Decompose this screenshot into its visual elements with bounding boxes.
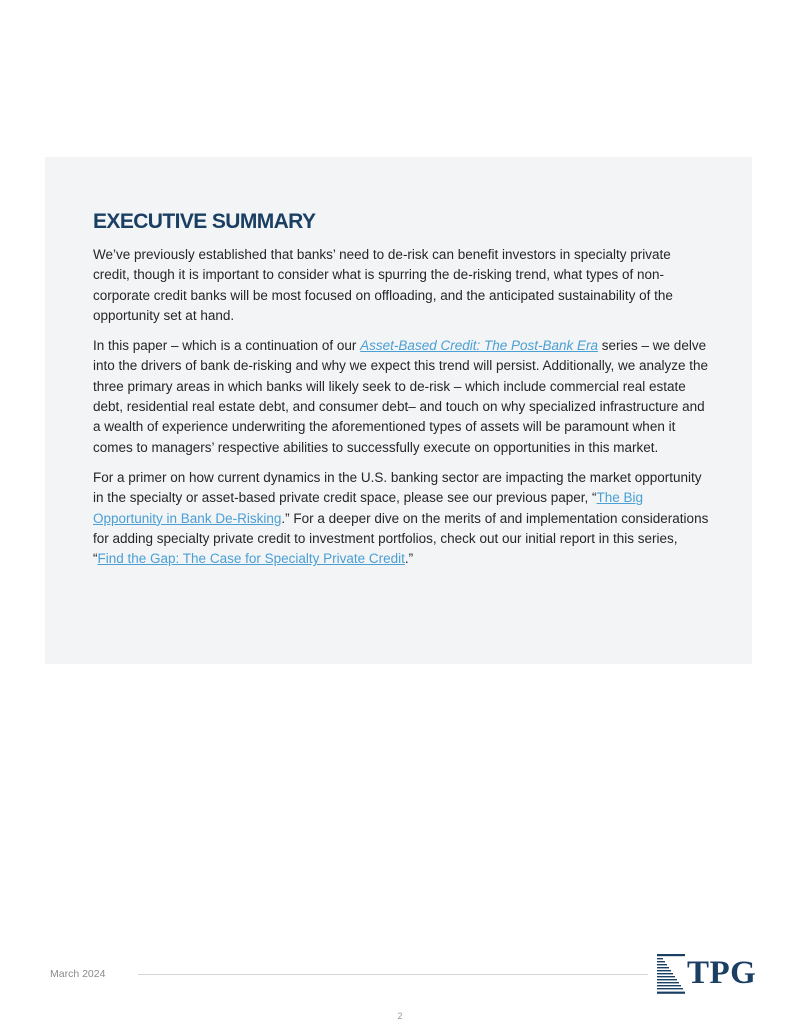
logo-stripes-icon [657,954,685,994]
footer-divider [138,974,648,975]
paragraph-3-text-middle: .” For a deeper dive on the merits of and implementation considerations for adding specialty private credit to investment portfolios, check out our initial report in this series, “ [93,510,709,567]
summary-paragraph-2 [93,336,710,458]
page-number: 2 [397,1011,403,1021]
logo-wordmark: TPG [687,955,757,991]
executive-summary-content [93,209,710,579]
bank-de-risking-paper-link[interactable]: The Big Opportunity in Bank De-Risking [93,490,644,526]
paragraph-2-text-before: In this paper – which is a continuation of our [93,338,361,354]
summary-paragraph-1: We’ve previously established that banks’ need to de-risk can benefit investors in specialty private credit, though it is important to consider what is spurring the de-risking trend, what types of non-corporate credit banks will be most focused on offloading, and the anticipated sustainability of the opportunity set at hand. [93,247,673,323]
paragraph-2-text-after: series – we delve into the drivers of bank de-risking and why we expect this trend will persist. Additionally, we analyze the three primary areas in which banks will likely seek to de-risk – which include commercial real estate debt, residential real estate debt, and consumer debt– and touch on why specialized infrastructure and a wealth of experience underwriting the aforementioned types of assets will be paramount when it comes to managers’ respective abilities to successfully execute on opportunities in this market. [93,338,709,455]
paragraph-3-text-before: For a primer on how current dynamics in the U.S. banking sector are impacting the market opportunity in the specialty or asset-based private credit space, please see our previous paper, “ [93,469,702,506]
footer-date: March 2024 [50,968,106,980]
find-the-gap-report-link[interactable]: Find the Gap: The Case for Specialty Private Credit [97,551,405,567]
paragraph-3-text-after: .” [404,551,414,567]
executive-summary-box [45,157,752,664]
post-bank-era-series-link[interactable]: Asset-Based Credit: The Post-Bank Era [360,338,599,354]
tpg-logo [657,953,755,995]
section-title: EXECUTIVE SUMMARY [93,210,316,233]
summary-paragraph-3 [93,468,710,569]
